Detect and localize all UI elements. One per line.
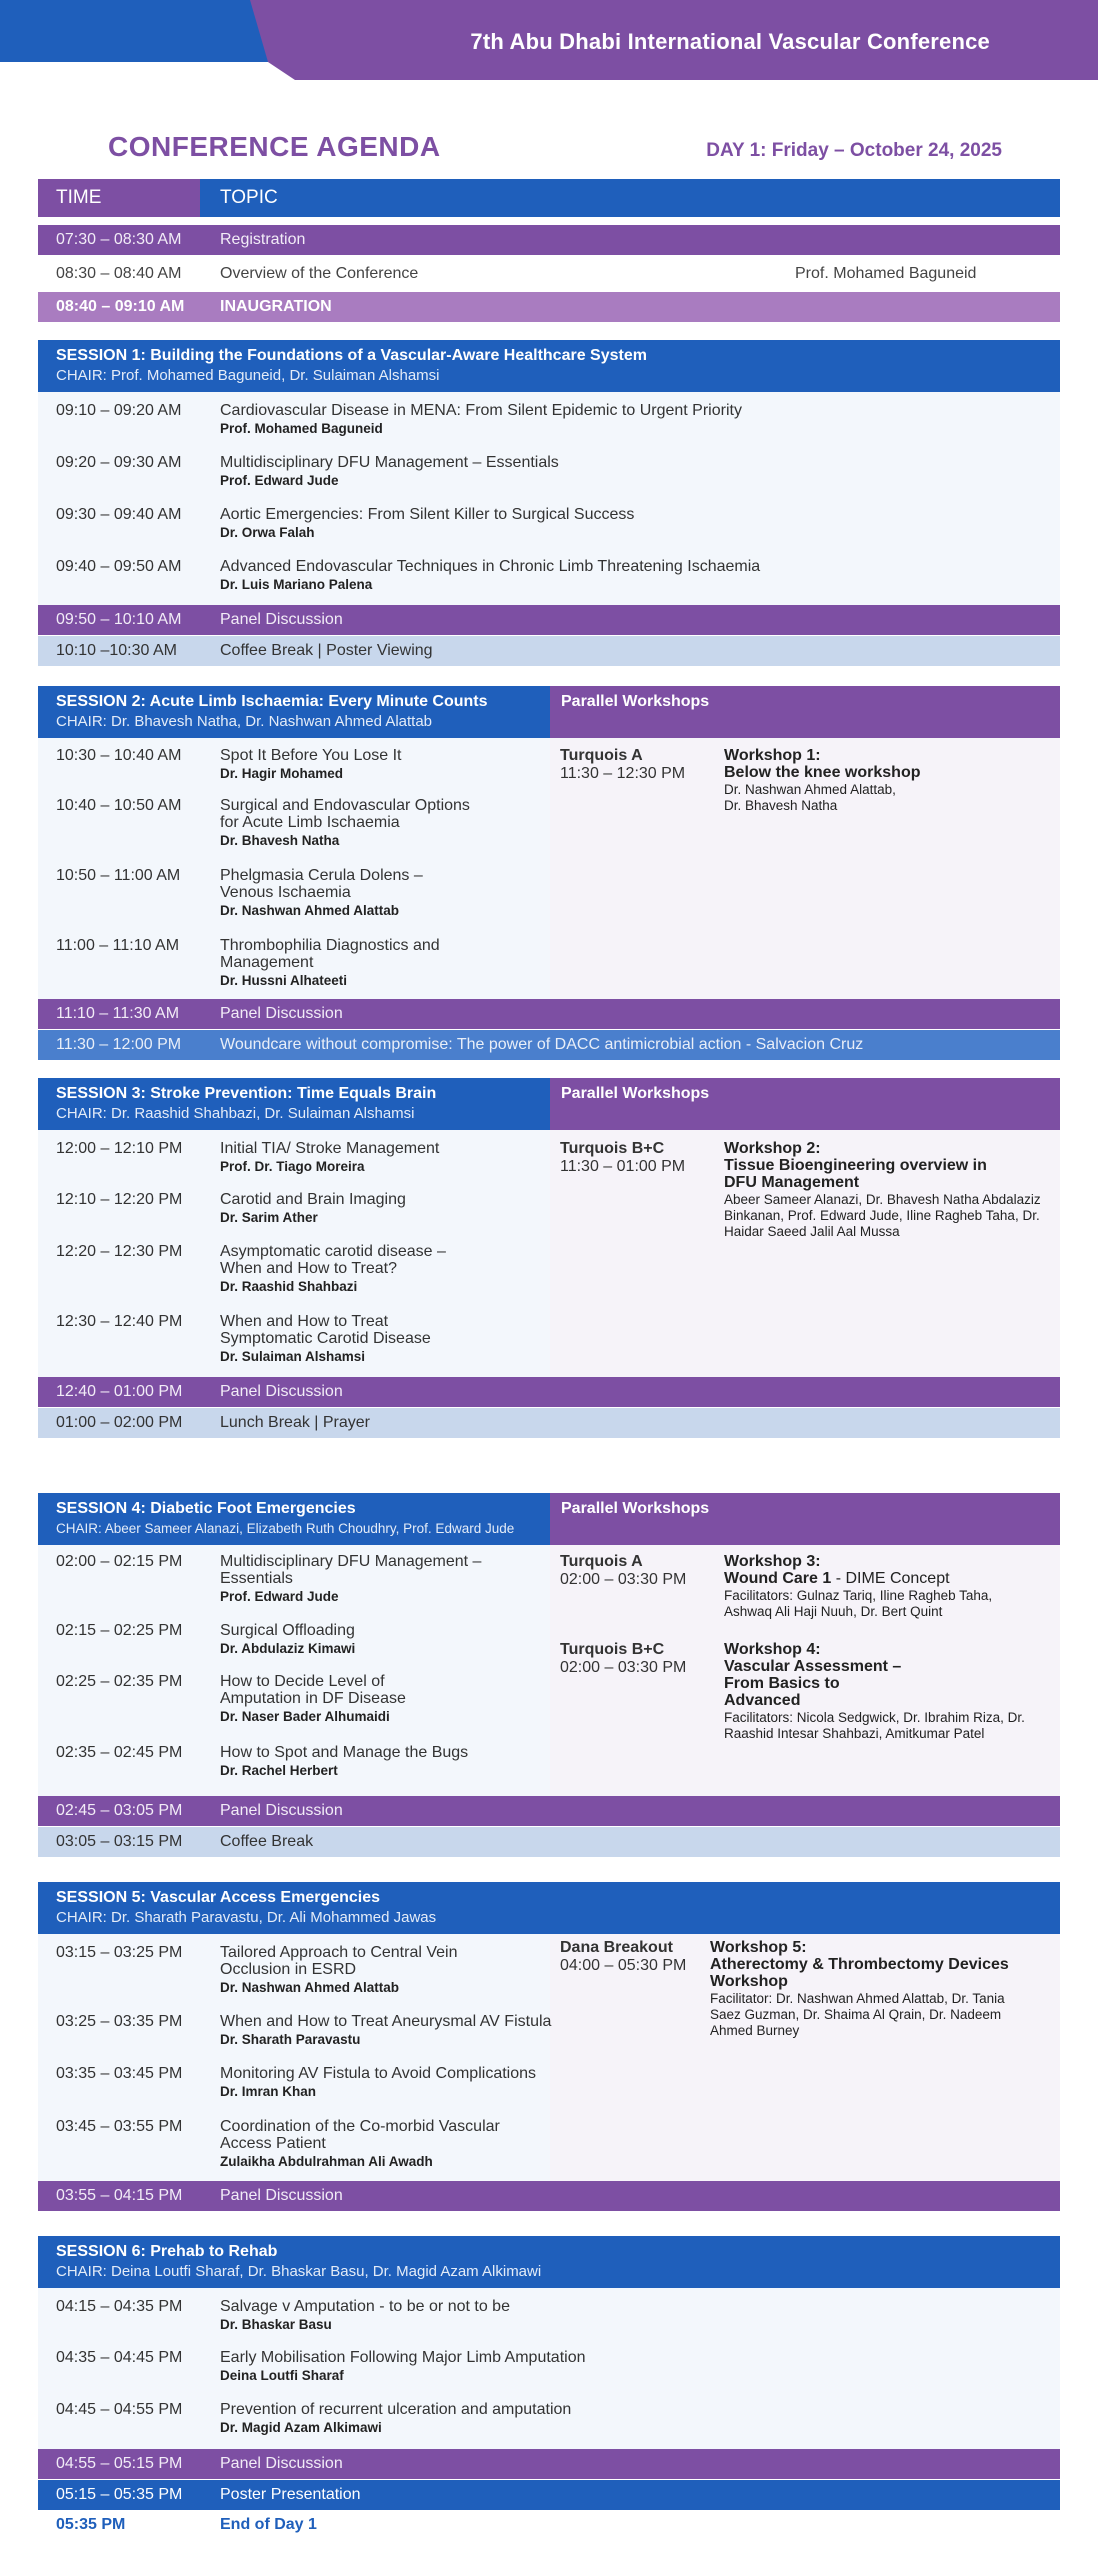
talk-title-text: Salvage v Amputation - to be or not to be	[220, 2298, 510, 2315]
registration-row	[38, 225, 1060, 255]
room-name: Turquois A	[560, 1553, 643, 1570]
row-time: 10:10 –10:30 AM	[56, 642, 177, 659]
talk-title	[220, 454, 860, 489]
row-text: Panel Discussion	[220, 1802, 343, 1819]
row-time: 12:40 – 01:00 PM	[56, 1383, 183, 1400]
row-text: Panel Discussion	[220, 2455, 343, 2472]
talk-speaker: Zulaikha Abdulrahman Ali Awadh	[220, 2154, 433, 2169]
time-column-header: TIME	[38, 179, 200, 217]
talk-title	[220, 1191, 550, 1226]
talk-time: 04:35 – 04:45 PM	[56, 2349, 183, 2366]
session-1-header	[38, 340, 1060, 392]
workshop-room	[560, 1641, 686, 1677]
row-text: Panel Discussion	[220, 611, 343, 628]
session-chair: CHAIR: Dr. Sharath Paravastu, Dr. Ali Mohammed Jawas	[56, 1909, 437, 1926]
page-title: CONFERENCE AGENDA	[108, 131, 441, 162]
session-2-header	[38, 686, 550, 738]
workshop-room	[560, 1140, 685, 1176]
row-text: Coffee Break	[220, 1833, 314, 1850]
workshop-label: Workshop 5:	[710, 1939, 807, 1956]
talk-title-text: When and How to Treat Aneurysmal AV Fistula	[220, 2013, 552, 2030]
parallel-workshops-header: Parallel Workshops	[550, 1493, 1060, 1545]
session-4-header	[38, 1493, 550, 1545]
panel-row	[38, 605, 1060, 635]
workshop-label: Workshop 3:	[724, 1553, 821, 1570]
row-time: 05:35 PM	[56, 2516, 126, 2533]
talk-speaker: Dr. Imran Khan	[220, 2084, 317, 2099]
talk-speaker: Prof. Edward Jude	[220, 1589, 339, 1604]
room-name: Turquois B+C	[560, 1140, 665, 1157]
talk-title	[220, 1944, 460, 1996]
talk-time: 03:15 – 03:25 PM	[56, 1944, 183, 1961]
row-text: Panel Discussion	[220, 1005, 343, 1022]
row-text: Panel Discussion	[220, 2187, 343, 2204]
workshop-room	[560, 747, 685, 783]
session-title: SESSION 6: Prehab to Rehab	[56, 2243, 278, 2260]
row-time: 05:15 – 05:35 PM	[56, 2486, 183, 2503]
talk-title-text: Initial TIA/ Stroke Management	[220, 1140, 440, 1157]
talk-title	[220, 558, 860, 593]
parallel-workshops-header: Parallel Workshops	[550, 686, 1060, 738]
session-title: SESSION 5: Vascular Access Emergencies	[56, 1889, 381, 1906]
workshop-title: Wound Care 1	[724, 1570, 832, 1587]
workshop-time: 11:30 – 12:30 PM	[560, 765, 686, 782]
talk-time: 03:35 – 03:45 PM	[56, 2065, 183, 2082]
workshop-3	[724, 1553, 1044, 1620]
talk-speaker: Dr. Rachel Herbert	[220, 1763, 338, 1778]
talk-time: 09:30 – 09:40 AM	[56, 506, 182, 523]
talk-title-text: How to Spot and Manage the Bugs	[220, 1744, 469, 1761]
talk-time: 04:45 – 04:55 PM	[56, 2401, 183, 2418]
talk-title	[220, 937, 450, 989]
talk-title-text: Asymptomatic carotid disease – When and How to Treat?	[220, 1243, 446, 1277]
talk-time: 09:20 – 09:30 AM	[56, 454, 182, 471]
workshop-time: 04:00 – 05:30 PM	[560, 1957, 687, 1974]
talk-speaker: Dr. Sarim Ather	[220, 1210, 318, 1225]
talk-speaker: Dr. Bhavesh Natha	[220, 833, 340, 848]
end-of-day-row	[38, 2510, 1060, 2540]
talk-title-text: Advanced Endovascular Techniques in Chronic Limb Threatening Ischaemia	[220, 558, 761, 575]
session-chair: CHAIR: Dr. Bhavesh Natha, Dr. Nashwan Ahmed Alattab	[56, 713, 433, 730]
row-text: Overview of the Conference	[220, 265, 419, 282]
row-speaker: Prof. Mohamed Baguneid	[795, 265, 977, 282]
sponsored-session-row	[38, 1030, 1060, 1060]
talk-title	[220, 2298, 860, 2333]
talk-speaker: Dr. Hagir Mohamed	[220, 766, 344, 781]
inauguration-row	[38, 292, 1060, 322]
session-6-header	[38, 2236, 1060, 2288]
workshop-faculty: Facilitators: Nicola Sedgwick, Dr. Ibrahim Riza, Dr. Raashid Intesar Shahbazi, Amitkumar Patel	[724, 1710, 1025, 1741]
talk-title	[220, 867, 450, 919]
talk-speaker: Prof. Mohamed Baguneid	[220, 421, 383, 436]
talk-title	[220, 1622, 550, 1657]
talk-speaker: Prof. Edward Jude	[220, 473, 339, 488]
panel-row	[38, 2181, 1060, 2211]
session-title: SESSION 3: Stroke Prevention: Time Equals Brain	[56, 1085, 437, 1102]
talk-title-text: Coordination of the Co-morbid Vascular Access Patient	[220, 2118, 500, 2152]
workshop-label: Workshop 1:	[724, 747, 821, 764]
talk-speaker: Prof. Dr. Tiago Moreira	[220, 1159, 365, 1174]
row-time: 03:55 – 04:15 PM	[56, 2187, 183, 2204]
talk-speaker: Dr. Hussni Alhateeti	[220, 973, 348, 988]
talk-title	[220, 1140, 550, 1175]
row-text: INAUGRATION	[220, 298, 332, 315]
talk-speaker: Dr. Orwa Falah	[220, 525, 315, 540]
row-time: 08:30 – 08:40 AM	[56, 265, 182, 282]
talk-title	[220, 2401, 860, 2436]
row-text: Coffee Break | Poster Viewing	[220, 642, 433, 659]
room-name: Turquois A	[560, 747, 643, 764]
row-time: 08:40 – 09:10 AM	[56, 298, 185, 315]
talk-title	[220, 2065, 570, 2100]
workshop-title: Below the knee workshop	[724, 764, 921, 781]
table-header	[38, 179, 1060, 217]
talk-title-text: Phelgmasia Cerula Dolens – Venous Ischaemia	[220, 867, 423, 901]
talk-time: 02:00 – 02:15 PM	[56, 1553, 183, 1570]
talk-time: 12:20 – 12:30 PM	[56, 1243, 183, 1260]
talk-time: 04:15 – 04:35 PM	[56, 2298, 183, 2315]
talk-speaker: Dr. Sulaiman Alshamsi	[220, 1349, 366, 1364]
talk-title-text: Multidisciplinary DFU Management – Essentials	[220, 454, 559, 471]
talk-title-text: How to Decide Level of Amputation in DF Disease	[220, 1673, 406, 1707]
talk-time: 10:40 – 10:50 AM	[56, 797, 182, 814]
break-row	[38, 1408, 1060, 1438]
row-time: 03:05 – 03:15 PM	[56, 1833, 183, 1850]
workshop-label: Workshop 4:	[724, 1641, 821, 1658]
workshop-time: 02:00 – 03:30 PM	[560, 1571, 687, 1588]
talk-title	[220, 797, 480, 849]
session-chair: CHAIR: Prof. Mohamed Baguneid, Dr. Sulaiman Alshamsi	[56, 367, 440, 384]
row-time: 01:00 – 02:00 PM	[56, 1414, 183, 1431]
workshop-room	[560, 1939, 686, 1975]
panel-row	[38, 2449, 1060, 2479]
talk-time: 03:45 – 03:55 PM	[56, 2118, 183, 2135]
talk-title	[220, 2013, 570, 2048]
talk-time: 03:25 – 03:35 PM	[56, 2013, 183, 2030]
session-3-header	[38, 1078, 550, 1130]
talk-title	[220, 1313, 450, 1365]
talk-title	[220, 1673, 450, 1725]
row-time: 02:45 – 03:05 PM	[56, 1802, 183, 1819]
row-time: 09:50 – 10:10 AM	[56, 611, 182, 628]
session-title: SESSION 2: Acute Limb Ischaemia: Every Minute Counts	[56, 693, 488, 710]
talk-title	[220, 747, 550, 782]
row-text: Lunch Break | Prayer	[220, 1414, 371, 1431]
talk-title-text: Surgical Offloading	[220, 1622, 355, 1639]
talk-time: 12:30 – 12:40 PM	[56, 1313, 183, 1330]
day-title: DAY 1: Friday – October 24, 2025	[706, 140, 1002, 161]
session-chair: CHAIR: Abeer Sameer Alanazi, Elizabeth Ruth Choudhry, Prof. Edward Jude	[56, 1521, 515, 1536]
talk-speaker: Dr. Magid Azam Alkimawi	[220, 2420, 382, 2435]
talk-title-text: Spot It Before You Lose It	[220, 747, 402, 764]
talk-title-text: Early Mobilisation Following Major Limb Amputation	[220, 2349, 586, 2366]
panel-row	[38, 1796, 1060, 1826]
talk-speaker: Dr. Abdulaziz Kimawi	[220, 1641, 356, 1656]
workshop-title: Atherectomy & Thrombectomy Devices Workshop	[710, 1956, 1009, 1990]
session-chair: CHAIR: Deina Loutfi Sharaf, Dr. Bhaskar Basu, Dr. Magid Azam Alkimawi	[56, 2263, 542, 2280]
workshop-2	[724, 1140, 1054, 1240]
talk-title	[220, 2349, 860, 2384]
talk-time: 02:35 – 02:45 PM	[56, 1744, 183, 1761]
workshop-title: Vascular Assessment – From Basics to Advanced	[724, 1658, 902, 1709]
talk-title-text: Multidisciplinary DFU Management – Essentials	[220, 1553, 482, 1587]
talk-title	[220, 402, 860, 437]
workshop-4	[724, 1641, 1044, 1742]
talk-title	[220, 2118, 510, 2170]
talk-title-text: When and How to Treat Symptomatic Carotid Disease	[220, 1313, 431, 1347]
talk-title-text: Surgical and Endovascular Options for Acute Limb Ischaemia	[220, 797, 470, 831]
workshop-faculty: Dr. Nashwan Ahmed Alattab, Dr. Bhavesh Natha	[724, 782, 896, 813]
workshop-faculty: Facilitator: Dr. Nashwan Ahmed Alattab, Dr. Tania Saez Guzman, Dr. Shaima Al Qrain, Dr. Nadeem Ahmed Burney	[710, 1991, 1005, 2038]
talk-title-text: Cardiovascular Disease in MENA: From Silent Epidemic to Urgent Priority	[220, 402, 742, 419]
workshop-time: 02:00 – 03:30 PM	[560, 1659, 687, 1676]
workshop-label: Workshop 2:	[724, 1140, 821, 1157]
panel-row	[38, 999, 1060, 1029]
talk-time: 12:00 – 12:10 PM	[56, 1140, 183, 1157]
workshop-time: 11:30 – 01:00 PM	[560, 1158, 686, 1175]
talk-title	[220, 1243, 460, 1295]
row-time: 07:30 – 08:30 AM	[56, 231, 182, 248]
talk-time: 09:10 – 09:20 AM	[56, 402, 182, 419]
workshop-faculty: Facilitators: Gulnaz Tariq, Iline Ragheb Taha, Ashwaq Ali Haji Nuuh, Dr. Bert Quint	[724, 1588, 993, 1619]
workshop-faculty: Abeer Sameer Alanazi, Dr. Bhavesh Natha Abdalaziz Binkanan, Prof. Edward Jude, Iline Ragheb Taha, Dr. Haidar Saeed Jalil Aal Mussa	[724, 1192, 1041, 1239]
talk-speaker: Dr. Naser Bader Alhumaidi	[220, 1709, 390, 1724]
talk-speaker: Dr. Sharath Paravastu	[220, 2032, 361, 2047]
session-chair: CHAIR: Dr. Raashid Shahbazi, Dr. Sulaiman Alshamsi	[56, 1105, 415, 1122]
talk-speaker: Dr. Nashwan Ahmed Alattab	[220, 1980, 400, 1995]
conference-title: 7th Abu Dhabi International Vascular Conference	[470, 29, 990, 54]
talk-time: 09:40 – 09:50 AM	[56, 558, 182, 575]
talk-title-text: Monitoring AV Fistula to Avoid Complications	[220, 2065, 537, 2082]
talk-time: 02:15 – 02:25 PM	[56, 1622, 183, 1639]
workshop-title: Tissue Bioengineering overview in DFU Management	[724, 1157, 987, 1191]
talk-title	[220, 1744, 550, 1779]
poster-row	[38, 2480, 1060, 2510]
talk-title-text: Tailored Approach to Central Vein Occlusion in ESRD	[220, 1944, 458, 1978]
talk-speaker: Dr. Luis Mariano Palena	[220, 577, 373, 592]
talk-time: 02:25 – 02:35 PM	[56, 1673, 183, 1690]
parallel-workshops-header: Parallel Workshops	[550, 1078, 1060, 1130]
session-5-header	[38, 1882, 1060, 1934]
workshop-5	[710, 1939, 1040, 2039]
talk-time: 10:30 – 10:40 AM	[56, 747, 182, 764]
workshop-room	[560, 1553, 686, 1589]
session-title: SESSION 1: Building the Foundations of a Vascular-Aware Healthcare System	[56, 347, 647, 364]
talk-speaker: Dr. Bhaskar Basu	[220, 2317, 332, 2332]
break-row	[38, 1827, 1060, 1857]
talk-title	[220, 1553, 500, 1605]
talk-time: 10:50 – 11:00 AM	[56, 867, 181, 884]
room-name: Turquois B+C	[560, 1641, 665, 1658]
talk-time: 11:00 – 11:10 AM	[56, 937, 180, 954]
topic-column-header: TOPIC	[220, 187, 278, 208]
talk-speaker: Dr. Nashwan Ahmed Alattab	[220, 903, 400, 918]
row-text: Registration	[220, 231, 306, 248]
overview-row	[38, 259, 1060, 289]
row-text: Poster Presentation	[220, 2486, 361, 2503]
row-text: End of Day 1	[220, 2516, 317, 2533]
break-row	[38, 636, 1060, 666]
talk-time: 12:10 – 12:20 PM	[56, 1191, 183, 1208]
row-time: 04:55 – 05:15 PM	[56, 2455, 183, 2472]
talk-title-text: Prevention of recurrent ulceration and amputation	[220, 2401, 572, 2418]
talk-title	[220, 506, 860, 541]
workshop-subtitle: - DIME Concept	[831, 1570, 950, 1587]
row-time: 11:10 – 11:30 AM	[56, 1005, 180, 1022]
room-name: Dana Breakout	[560, 1939, 673, 1956]
talk-title-text: Thrombophilia Diagnostics and Management	[220, 937, 440, 971]
session-title: SESSION 4: Diabetic Foot Emergencies	[56, 1500, 356, 1517]
talk-speaker: Dr. Raashid Shahbazi	[220, 1279, 358, 1294]
panel-row	[38, 1377, 1060, 1407]
talk-title-text: Carotid and Brain Imaging	[220, 1191, 406, 1208]
row-time: 11:30 – 12:00 PM	[56, 1036, 182, 1053]
talk-speaker: Deina Loutfi Sharaf	[220, 2368, 344, 2383]
row-text: Panel Discussion	[220, 1383, 343, 1400]
talk-title-text: Aortic Emergencies: From Silent Killer to Surgical Success	[220, 506, 635, 523]
workshop-1	[724, 747, 1044, 814]
row-text: Woundcare without compromise: The power of DACC antimicrobial action - Salvacion Cruz	[220, 1036, 864, 1053]
